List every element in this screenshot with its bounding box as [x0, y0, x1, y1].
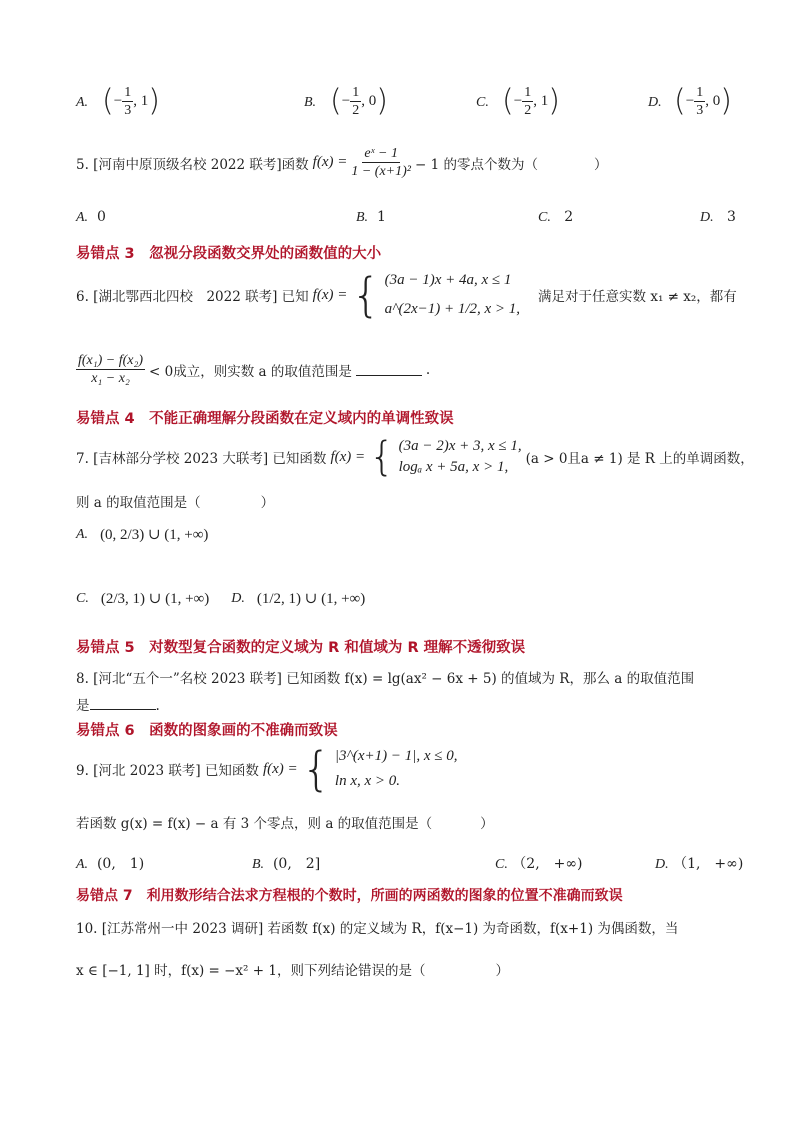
q4-option-a [76, 94, 88, 111]
q9-case-1: |3^(x+1) − 1|, x ≤ 0, [334, 748, 458, 764]
q9-option-b [252, 853, 320, 873]
q6-tail: 满足对于任意实数 x₁ ≠ x₂，都有 [538, 289, 737, 305]
q9-case-2: ln x, x > 0. [334, 773, 401, 789]
q7-func: f(x) = [330, 448, 366, 465]
q9-line-2-text: 若函数 g(x) = f(x) − a 有 3 个零点，则 a 的取值范围是（ [76, 816, 433, 832]
q9-option-c [495, 853, 583, 873]
option-label: D. [231, 590, 245, 606]
q10-close: ） [495, 963, 509, 979]
q7-line-2-text: 则 a 的取值范围是（ [76, 495, 201, 511]
q6-func: f(x) = [312, 286, 348, 303]
question-6-line-2 [76, 352, 430, 387]
option-value: （1, +∞) [673, 856, 744, 872]
option-label: B. [304, 95, 317, 110]
q5-option-b [356, 209, 386, 226]
option-label: A. [76, 95, 89, 110]
option-label: C. [495, 857, 508, 872]
q4-option-b-value: (− $\frac{1}{2}$ , 0) [330, 83, 388, 119]
q5-fraction [351, 145, 411, 180]
q8-end: . [155, 698, 160, 714]
section-heading-7: 易错点 7 利用数形结合法求方程根的个数时，所画的两函数的图象的位置不准确而致误 [76, 888, 623, 904]
q7-tail: (a > 0且a ≠ 1) 是 R 上的单调函数， [525, 451, 754, 467]
question-7-line-2 [76, 491, 274, 511]
option-value: （2, +∞) [512, 856, 583, 872]
q8-line-2-text: 是 [76, 698, 90, 714]
section-heading-5: 易错点 5 对数型复合函数的定义域为 R 和值域为 R 理解不透彻致误 [76, 640, 526, 656]
q4-option-d [648, 94, 662, 111]
option-label: C. [76, 590, 89, 606]
option-value: 0 [96, 209, 106, 225]
q5-close: ） [593, 156, 608, 173]
q4-option-d-value: (− $\frac{1}{3}$ , 0) [674, 83, 732, 119]
question-8-line-2 [76, 694, 160, 714]
q9-close: ） [480, 816, 494, 832]
question-6: 6. [湖北鄂西北四校 2022 联考] 已知 f(x) = { (3a − 1)x + 4a, x ≤ 1 a^(2x−1) + 1/2, x > 1, 满足对于任意实数 x₁ ≠ x₂，都有 [76, 268, 737, 322]
q6-line-2-text: < 0成立，则实数 a 的取值范围是 [149, 363, 352, 380]
option-value: (1/2, 1) ∪ (1, +∞) [256, 591, 366, 607]
q7-option-a [76, 525, 208, 544]
section-heading-4: 易错点 4 不能正确理解分段函数在定义域内的单调性致误 [76, 411, 454, 427]
q9-option-a [76, 853, 144, 873]
q4-option-a-value: (− $\frac{1}{3}$ , 1) [102, 83, 160, 119]
q7-case-2: logₐ x + 5a, x > 1, [398, 459, 509, 475]
q6-frac-denominator: x₁ − x₂ [91, 371, 130, 386]
option-label: A. [76, 857, 89, 872]
question-10: 10. [江苏常州一中 2023 调研] 若函数 f(x) 的定义域为 R，f(x−1) 为奇函数，f(x+1) 为偶函数，当 [76, 921, 679, 937]
q6-fraction [76, 352, 145, 387]
q5-option-a [76, 209, 106, 226]
option-value: (0, 1) [96, 856, 145, 872]
q6-prefix: 6. [湖北鄂西北四校 2022 联考] 已知 [76, 289, 309, 305]
option-label: A. [76, 526, 89, 542]
q9-func: f(x) = [262, 760, 298, 777]
question-8: 8. [河北“五个一”名校 2023 联考] 已知函数 f(x) = lg(ax² − 6x + 5) 的值域为 R，那么 a 的取值范围 [76, 671, 695, 687]
q7-option-c [76, 589, 365, 608]
option-label: B. [356, 210, 369, 225]
option-label: A. [76, 210, 89, 225]
option-value: (2/3, 1) ∪ (1, +∞) [100, 591, 210, 607]
section-heading-3: 易错点 3 忽视分段函数交界处的函数值的大小 [76, 246, 382, 262]
q5-option-c [538, 209, 573, 226]
answer-blank [356, 363, 422, 376]
q6-end: . [425, 361, 431, 378]
q5-numerator: eˣ − 1 [364, 146, 398, 161]
q10-line-2-text: x ∈ [−1, 1] 时，f(x) = −x² + 1，则下列结论错误的是（ [76, 963, 426, 979]
option-value: 3 [726, 209, 736, 225]
question-7: 7. [吉林部分学校 2023 大联考] 已知函数 f(x) = { (3a − 2)x + 3, x ≤ 1, logₐ x + 5a, x > 1, (a > 0且a ≠ 1) 是 R 上的单调函数， [76, 434, 754, 480]
option-label: D. [648, 95, 662, 110]
q7-close: ） [260, 495, 275, 511]
q7-case-1: (3a − 2)x + 3, x ≤ 1, [398, 438, 522, 454]
q6-frac-numerator: f(x₁) − f(x₂) [78, 353, 144, 368]
q4-option-c-value: (− $\frac{1}{2}$ , 1) [502, 83, 560, 119]
question-5 [76, 145, 607, 180]
q5-prefix: 5. [河南中原顶级名校 2022 联考]函数 [76, 156, 309, 173]
option-value: (0, 2] [272, 856, 321, 872]
q9-prefix: 9. [河北 2023 联考] 已知函数 [76, 763, 259, 779]
option-value: 2 [564, 209, 574, 225]
question-10-line-2 [76, 959, 509, 979]
q5-option-d [700, 209, 736, 226]
q6-case-2: a^(2x−1) + 1/2, x > 1, [384, 301, 521, 317]
q5-denominator: 1 − (x+1)² [351, 164, 411, 179]
option-label: D. [655, 857, 669, 872]
question-9-line-2 [76, 812, 494, 832]
option-value: 1 [376, 209, 386, 225]
option-label: C. [538, 210, 551, 225]
option-label: D. [700, 210, 714, 225]
q7-prefix: 7. [吉林部分学校 2023 大联考] 已知函数 [76, 451, 327, 467]
q5-tail: − 1 的零点个数为（ [414, 156, 538, 173]
option-label: B. [252, 857, 265, 872]
option-label: C. [476, 95, 489, 110]
option-value: (0, 2/3) ∪ (1, +∞) [100, 527, 209, 543]
q9-option-d [655, 853, 743, 873]
question-9: 9. [河北 2023 联考] 已知函数 f(x) = { |3^(x+1) − 1|, x ≤ 0, ln x, x > 0. [76, 742, 458, 796]
answer-blank [90, 697, 156, 710]
section-heading-6: 易错点 6 函数的图象画的不准确而致误 [76, 723, 338, 739]
q4-option-b [304, 94, 316, 111]
q4-option-c [476, 94, 489, 111]
q6-case-1: (3a − 1)x + 4a, x ≤ 1 [384, 272, 512, 288]
q5-func: f(x) = [312, 154, 348, 170]
